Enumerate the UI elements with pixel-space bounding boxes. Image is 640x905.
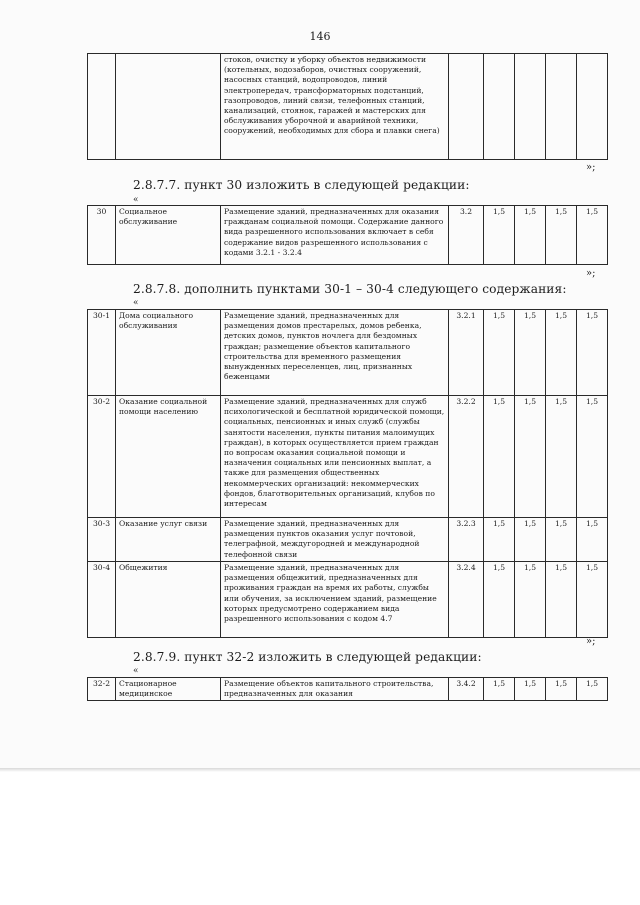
- row-number: 30-1: [88, 310, 116, 396]
- row-description: Размещение зданий, предназначенных для размещения пунктов оказания услуг почтовой, телеграфной, междугородней и международной телефонной связи: [221, 518, 449, 562]
- row-description: Размещение зданий, предназначенных для оказания гражданам социальной помощи. Содержание данного вида разрешенного использования включает в себя содержание видов разрешенного использования с кодами 3.2.1 - 3.2.4: [221, 206, 449, 265]
- closing-quote: »;: [586, 636, 596, 647]
- table-row: [88, 518, 608, 562]
- table-row: [88, 678, 608, 701]
- row-name: Оказание социальной помощи населению: [116, 396, 221, 518]
- page-edge-shadow: [0, 768, 640, 772]
- row-name: Оказание услуг связи: [116, 518, 221, 562]
- row-coefficient: 1,5: [515, 310, 546, 396]
- closing-quote: »;: [586, 162, 596, 173]
- row-coefficient: 1,5: [484, 396, 515, 518]
- opening-quote: «: [133, 195, 139, 205]
- amendment-table: [87, 677, 608, 701]
- row-coefficient: 1,5: [577, 206, 608, 265]
- section-heading: 2.8.7.7. пункт 30 изложить в следующей редакции:: [133, 178, 470, 192]
- closing-quote: »;: [586, 268, 596, 279]
- section-heading: 2.8.7.9. пункт 32-2 изложить в следующей редакции:: [133, 650, 482, 664]
- row-code: 3.2.4: [449, 562, 484, 638]
- row-name: Стационарное медицинское: [116, 678, 221, 701]
- amendment-table: [87, 309, 608, 638]
- row-coefficient: 1,5: [577, 396, 608, 518]
- table-cell: [546, 54, 577, 160]
- amendment-table: [87, 205, 608, 265]
- row-code: 3.2.2: [449, 396, 484, 518]
- table-cell: [116, 54, 221, 160]
- table-cell: [515, 54, 546, 160]
- table-cell: [449, 54, 484, 160]
- row-coefficient: 1,5: [515, 678, 546, 701]
- row-description: Размещение зданий, предназначенных для служб психологической и бесплатной юридической помощи, социальных, пенсионных и иных служб (службы занятости населения, пункты питания малоимущих граждан), в которых осуществляется прием граждан по вопросам оказания социальной помощи и назначения социальных или пенсионных выплат, а также для размещения общественных некоммерческих организаций: некоммерческих фондов, благотворительных организаций, клубов по интересам: [221, 396, 449, 518]
- row-coefficient: 1,5: [515, 206, 546, 265]
- row-name: Дома социального обслуживания: [116, 310, 221, 396]
- table-row: [88, 54, 608, 160]
- row-number: 30-4: [88, 562, 116, 638]
- row-coefficient: 1,5: [577, 678, 608, 701]
- description-cell: стоков, очистку и уборку объектов недвижимости (котельных, водозаборов, очистных сооружений, насосных станций, водопроводов, линий электропередач, трансформаторных подстанций, газопроводов, линий связи, телефонных станций, канализаций, стоянок, гаражей и мастерских для обслуживания уборочной и аварийной техники, сооружений, необходимых для сбора и плавки снега): [221, 54, 449, 160]
- row-name: Общежития: [116, 562, 221, 638]
- row-coefficient: 1,5: [546, 396, 577, 518]
- opening-quote: «: [133, 666, 139, 676]
- opening-quote: «: [133, 298, 139, 308]
- table-row: [88, 562, 608, 638]
- row-description: Размещение зданий, предназначенных для размещения общежитий, предназначенных для проживания граждан на время их работы, службы или обучения, за исключением зданий, размещение которых предусмотрено содержанием вида разрешенного использования с кодом 4.7: [221, 562, 449, 638]
- row-coefficient: 1,5: [515, 518, 546, 562]
- page-number: 146: [309, 30, 331, 43]
- row-coefficient: 1,5: [577, 518, 608, 562]
- table-cell: [577, 54, 608, 160]
- row-coefficient: 1,5: [484, 562, 515, 638]
- row-coefficient: 1,5: [484, 310, 515, 396]
- row-code: 3.4.2: [449, 678, 484, 701]
- row-coefficient: 1,5: [577, 310, 608, 396]
- row-code: 3.2: [449, 206, 484, 265]
- row-number: 32-2: [88, 678, 116, 701]
- section-heading: 2.8.7.8. дополнить пунктами 30-1 – 30-4 следующего содержания:: [133, 282, 567, 296]
- row-number: 30-3: [88, 518, 116, 562]
- row-description: Размещение объектов капитального строительства, предназначенных для оказания: [221, 678, 449, 701]
- row-coefficient: 1,5: [515, 562, 546, 638]
- row-coefficient: 1,5: [546, 562, 577, 638]
- row-coefficient: 1,5: [484, 678, 515, 701]
- row-coefficient: 1,5: [577, 562, 608, 638]
- row-number: 30-2: [88, 396, 116, 518]
- row-description: Размещение зданий, предназначенных для размещения домов престарелых, домов ребенка, детских домов, пунктов ночлега для бездомных граждан; размещение объектов капитального строительства для временного размещения вынужденных переселенцев, лиц, признанных беженцами: [221, 310, 449, 396]
- row-coefficient: 1,5: [484, 518, 515, 562]
- row-code: 3.2.3: [449, 518, 484, 562]
- row-coefficient: 1,5: [546, 206, 577, 265]
- table-row: [88, 206, 608, 265]
- table-row: [88, 310, 608, 396]
- table-cell: [88, 54, 116, 160]
- row-coefficient: 1,5: [546, 678, 577, 701]
- row-coefficient: 1,5: [546, 518, 577, 562]
- row-name: Социальное обслуживание: [116, 206, 221, 265]
- row-coefficient: 1,5: [515, 396, 546, 518]
- table-row: [88, 396, 608, 518]
- row-code: 3.2.1: [449, 310, 484, 396]
- continuation-table: [87, 53, 608, 160]
- table-cell: [484, 54, 515, 160]
- row-coefficient: 1,5: [484, 206, 515, 265]
- row-number: 30: [88, 206, 116, 265]
- row-coefficient: 1,5: [546, 310, 577, 396]
